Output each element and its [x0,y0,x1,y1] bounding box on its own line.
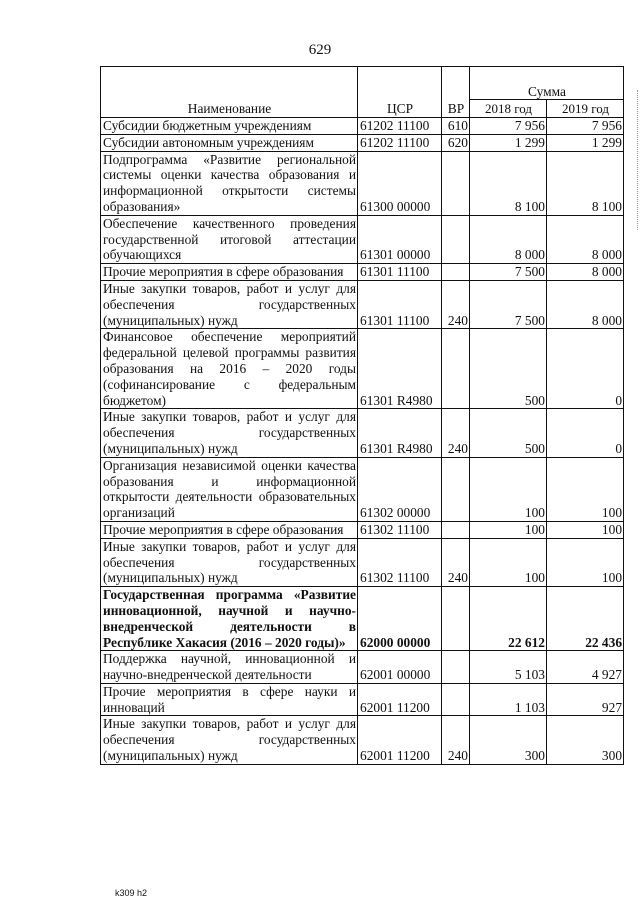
row-sum-2019: 8 000 [547,264,624,281]
row-vr: 240 [442,409,470,457]
row-vr [442,329,470,409]
row-csr: 61301 R4980 [358,329,442,409]
row-sum-2019: 4 927 [547,651,624,684]
row-sum-2018: 5 103 [470,651,547,684]
row-sum-2019: 8 000 [547,215,624,263]
row-sum-2018: 8 000 [470,215,547,263]
header-year-2018: 2018 год [470,100,547,118]
row-vr [442,587,470,651]
row-name: Организация независимой оценки качества образования и информационной открытости деятельности образовательных организаций [101,457,358,521]
row-sum-2018: 100 [470,538,547,586]
row-sum-2018: 1 299 [470,134,547,151]
table-row [101,409,624,457]
table-row [101,118,624,135]
row-vr: 610 [442,118,470,135]
table-row [101,587,624,651]
row-vr [442,457,470,521]
row-csr: 62001 11200 [358,683,442,716]
row-vr: 240 [442,538,470,586]
row-vr [442,151,470,215]
footer-code: k309 h2 [115,888,148,898]
row-name: Субсидии бюджетным учреждениям [101,118,358,135]
header-sum: Сумма [470,67,624,100]
page-number: 629 [308,42,332,58]
row-csr: 61301 00000 [358,215,442,263]
row-sum-2018: 300 [470,716,547,764]
row-csr: 61301 R4980 [358,409,442,457]
row-sum-2018: 7 956 [470,118,547,135]
row-sum-2019: 7 956 [547,118,624,135]
table-row [101,683,624,716]
row-vr [442,264,470,281]
row-csr: 61302 11100 [358,521,442,538]
table-body [101,118,624,765]
table-row [101,651,624,684]
row-csr: 61301 11100 [358,280,442,328]
header-name: Наименование [101,67,358,118]
row-sum-2018: 1 103 [470,683,547,716]
row-name: Иные закупки товаров, работ и услуг для обеспечения государственных (муниципальных) нужд [101,716,358,764]
row-vr [442,521,470,538]
table-row [101,457,624,521]
row-vr: 240 [442,280,470,328]
row-sum-2018: 100 [470,457,547,521]
table-row [101,329,624,409]
row-name: Государственная программа «Развитие инновационной, научной и научно-внедренческой деятельности в Республике Хакасия (2016 – 2020 годы)» [101,587,358,651]
row-name: Иные закупки товаров, работ и услуг для обеспечения государственных (муниципальных) нужд [101,280,358,328]
header-year-2019: 2019 год [547,100,624,118]
row-sum-2019: 300 [547,716,624,764]
row-csr: 61302 11100 [358,538,442,586]
row-sum-2018: 100 [470,521,547,538]
row-sum-2019: 22 436 [547,587,624,651]
table-row [101,215,624,263]
row-vr [442,683,470,716]
row-sum-2019: 0 [547,409,624,457]
row-name: Субсидии автономным учреждениям [101,134,358,151]
row-name: Прочие мероприятия в сфере науки и инноваций [101,683,358,716]
row-name: Иные закупки товаров, работ и услуг для обеспечения государственных (муниципальных) нужд [101,409,358,457]
table-row [101,134,624,151]
row-sum-2019: 927 [547,683,624,716]
scan-edge-mark [634,90,638,230]
row-csr: 61301 11100 [358,264,442,281]
row-sum-2018: 7 500 [470,264,547,281]
row-sum-2019: 100 [547,457,624,521]
row-vr [442,215,470,263]
row-csr: 62001 00000 [358,651,442,684]
table-row [101,521,624,538]
row-sum-2019: 100 [547,521,624,538]
row-csr: 61300 00000 [358,151,442,215]
row-name: Прочие мероприятия в сфере образования [101,264,358,281]
table-row [101,716,624,764]
row-sum-2019: 8 000 [547,280,624,328]
table-row [101,264,624,281]
row-name: Финансовое обеспечение мероприятий федеральной целевой программы развития образования на 2016 – 2020 годы (софинансирование с федеральным бюджетом) [101,329,358,409]
row-name: Поддержка научной, инновационной и научно-внедренческой деятельности [101,651,358,684]
row-sum-2019: 100 [547,538,624,586]
row-vr [442,651,470,684]
row-sum-2019: 0 [547,329,624,409]
row-name: Обеспечение качественного проведения государственной итоговой аттестации обучающихся [101,215,358,263]
table-row [101,151,624,215]
row-csr: 62001 11200 [358,716,442,764]
row-name: Подпрограмма «Развитие региональной системы оценки качества образования и информационной открытости системы образования» [101,151,358,215]
row-sum-2018: 7 500 [470,280,547,328]
row-sum-2018: 500 [470,409,547,457]
table-row [101,280,624,328]
row-sum-2019: 1 299 [547,134,624,151]
header-vr: ВР [442,67,470,118]
row-csr: 61202 11100 [358,134,442,151]
row-sum-2018: 8 100 [470,151,547,215]
row-name: Прочие мероприятия в сфере образования [101,521,358,538]
row-csr: 62000 00000 [358,587,442,651]
row-sum-2018: 500 [470,329,547,409]
table-row [101,538,624,586]
row-vr: 240 [442,716,470,764]
row-vr: 620 [442,134,470,151]
table-header [101,67,624,118]
row-sum-2019: 8 100 [547,151,624,215]
row-csr: 61302 00000 [358,457,442,521]
row-csr: 61202 11100 [358,118,442,135]
header-csr: ЦСР [358,67,442,118]
row-name: Иные закупки товаров, работ и услуг для обеспечения государственных (муниципальных) нужд [101,538,358,586]
row-sum-2018: 22 612 [470,587,547,651]
budget-table [100,66,624,765]
